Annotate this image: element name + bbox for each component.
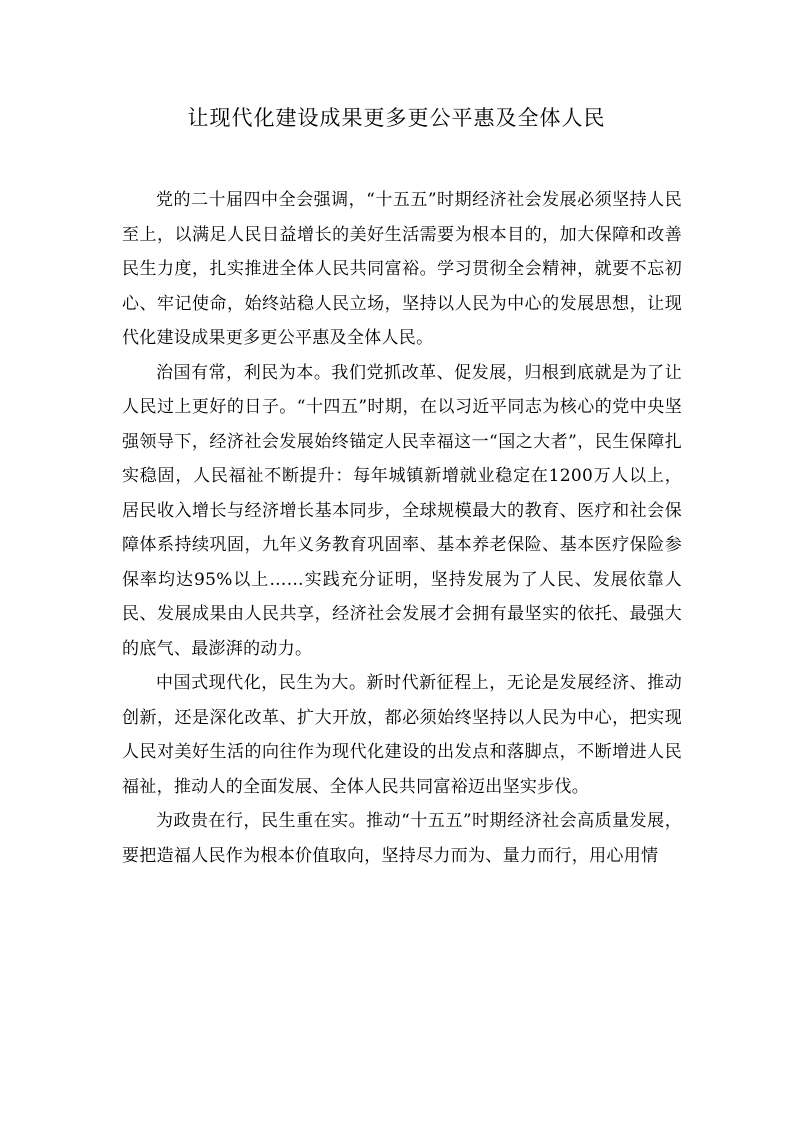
paragraph-1: 党的二十届四中全会强调，“十五五”时期经济社会发展必须坚持人民至上，以满足人民日益增长的美好生活需要为根本目的，加大保障和改善民生力度，扎实推进全体人民共同富裕。学习贯彻全会精神，就要不忘初心、牢记使命，始终站稳人民立场，坚持以人民为中心的发展思想，让现代化建设成果更多更公平惠及全体人民。 bbox=[122, 190, 682, 348]
paragraph-2: 治国有常，利民为本。我们党抓改革、促发展，归根到底就是为了让人民过上更好的日子。“十四五”时期，在以习近平同志为核心的党中央坚强领导下，经济社会发展始终锚定人民幸福这一“国之大者”，民生保障扎实稳固，人民福祉不断提升：每年城镇新增就业稳定在1200万人以上，居民收入增长与经济增长基本同步，全球规模最大的教育、医疗和社会保障体系持续巩固，九年义务教育巩固率、基本养老保险、基本医疗保险参保率均达95%以上……实践充分证明，坚持发展为了人民、发展依靠人民、发展成果由人民共享，经济社会发展才会拥有最坚实的依托、最强大的底气、最澎湃的动力。 bbox=[122, 362, 682, 659]
paragraph-4: 为政贵在行，民生重在实。推动“十五五”时期经济社会高质量发展，要把造福人民作为根本价值取向，坚持尽力而为、量力而行，用心用情 bbox=[122, 811, 682, 866]
document-title: 让现代化建设成果更多更公平惠及全体人民 bbox=[187, 106, 606, 130]
document-body bbox=[122, 183, 682, 873]
paragraph-3: 中国式现代化，民生为大。新时代新征程上，无论是发展经济、推动创新，还是深化改革、扩大开放，都必须始终坚持以人民为中心，把实现人民对美好生活的向往作为现代化建设的出发点和落脚点，不断增进人民福祉，推动人的全面发展、全体人民共同富裕迈出坚实步伐。 bbox=[122, 673, 682, 797]
